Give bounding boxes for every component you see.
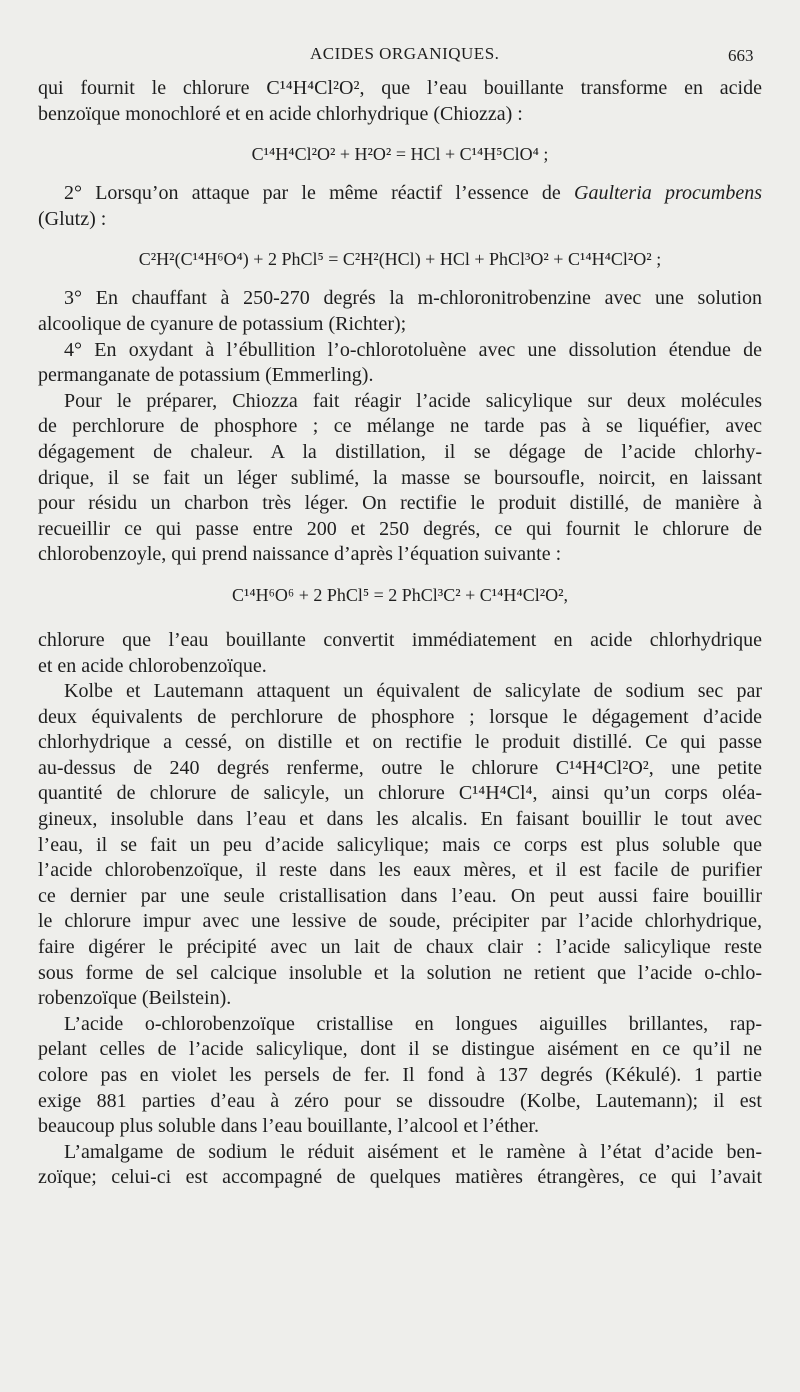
text-line: sous forme de sel calcique insoluble et la solution ne retient que l’acide o-chlo- (38, 961, 762, 984)
text-line: Pour le préparer, Chiozza fait réagir l’acide salicylique sur deux molécules (64, 389, 762, 412)
body-text (38, 76, 762, 1191)
text-line: l’acide chlorobenzoïque, il reste dans les eaux mères, et il est facile de purifier (38, 859, 762, 882)
text-line: qui fournit le chlorure C¹⁴H⁴Cl²O², que l’eau bouillante transforme en acide (38, 77, 762, 99)
text-line: (Glutz) : (38, 207, 107, 230)
text-line: chlorure que l’eau bouillante convertit immédiatement en acide chlorhydrique (38, 628, 762, 651)
spacer (38, 232, 762, 244)
text-line: recueillir ce qui passe entre 200 et 250 degrés, ce qui fournit le chlorure de (38, 517, 762, 540)
text-line: L’acide o-chlorobenzoïque cristallise en longues aiguilles brillantes, rap- (64, 1012, 762, 1035)
text-line: deux équivalents de perchlorure de phosphore ; lorsque le dégagement d’acide (38, 705, 762, 728)
text-line: 3° En chauffant à 250-270 degrés la m-chloronitrobenzine avec une solution (64, 287, 762, 310)
text-line: alcoolique de cyanure de potassium (Richter); (38, 312, 407, 335)
spacer (38, 568, 762, 580)
text-line: zoïque; celui-ci est accompagné de quelques matières étrangères, ce qui l’avait (38, 1166, 762, 1189)
text-line: L’amalgame de sodium le réduit aisément et le ramène à l’état d’acide ben- (64, 1140, 762, 1163)
text-line: gineux, insoluble dans l’eau et dans les alcalis. En faisant bouillir le tout avec (38, 808, 762, 831)
text-line: et en acide chlorobenzoïque. (38, 654, 267, 677)
chemical-equation: C¹⁴H⁶O⁶ + 2 PhCl⁵ = 2 PhCl³C² + C¹⁴H⁴Cl²O², (231, 584, 569, 605)
text-line: beaucoup plus soluble dans l’eau bouillante, l’alcool et l’éther. (38, 1115, 539, 1138)
text-line: 4° En oxydant à l’ébullition l’o-chlorotoluène avec une dissolution étendue de (64, 338, 762, 361)
spacer (38, 274, 762, 286)
page-header (0, 42, 800, 72)
text-line: Kolbe et Lautemann attaquent un équivalent de salicylate de sodium sec par (64, 680, 762, 703)
text-line: dégagement de chaleur. A la distillation, il se dégage de l’acide chlorhy- (38, 440, 762, 463)
chemical-equation: C²H²(C¹⁴H⁶O⁴) + 2 PhCl⁵ = C²H²(HCl) + HCl + PhCl³O² + C¹⁴H⁴Cl²O² ; (138, 249, 662, 270)
text-line: colore pas en violet les persels de fer. Il fond à 137 degrés (Kékulé). 1 partie (38, 1064, 762, 1086)
text-line: exige 881 parties d’eau à zéro pour se dissoudre (Kolbe, Lautemann); il est (38, 1089, 762, 1112)
text-line: de perchlorure de phosphore ; ce mélange ne tarde pas à se liquéfier, avec (38, 415, 762, 438)
text-line: faire digérer le précipité avec un lait de chaux clair : l’acide salicylique reste (38, 936, 762, 959)
text-line: 2° Lorsqu’on attaque par le même réactif l’essence de Gaulteria procumbens (64, 182, 762, 205)
spacer (38, 610, 762, 628)
text-line: permanganate de potassium (Emmerling). (38, 364, 374, 387)
text-line: drique, il se fait un léger sublimé, la masse se boursoufle, noircit, en laissant (38, 466, 762, 489)
text-line: chlorobenzoyle, qui prend naissance d’après l’équation suivante : (38, 543, 562, 566)
text-line: le chlorure impur avec une lessive de soude, précipiter par l’acide chlorhydrique, (38, 910, 762, 933)
text-line: ce dernier par une seule cristallisation dans l’eau. On peut aussi faire bouillir (38, 884, 762, 907)
text-line: au-dessus de 240 degrés renferme, outre le chlorure C¹⁴H⁴Cl²O², une petite (38, 756, 762, 779)
text-line: chlorhydrique a cessé, on distille et on rectifie le produit distillé. Ce qui passe (38, 731, 762, 754)
text-line: robenzoïque (Beilstein). (38, 987, 232, 1010)
spacer (38, 169, 762, 181)
text-line: l’eau, il se fait un peu d’acide salicylique; mais ce corps est plus soluble que (38, 833, 762, 856)
chemical-equation: C¹⁴H⁴Cl²O² + H²O² = HCl + C¹⁴H⁵ClO⁴ ; (251, 144, 549, 165)
text-line: pour résidu un charbon très léger. On rectifie le produit distillé, de manière à (38, 492, 762, 515)
species-name: Gaulteria procumbens (574, 182, 762, 205)
running-title: ACIDES ORGANIQUES. (310, 44, 500, 63)
text-line: pelant celles de l’acide salicylique, dont il se distingue aisément en ce qu’il ne (38, 1038, 762, 1061)
text-line: benzoïque monochloré et en acide chlorhydrique (Chiozza) : (38, 102, 523, 125)
page-number: 663 (728, 46, 754, 65)
spacer (38, 127, 762, 139)
text-line: quantité de chlorure de salicyle, un chlorure C¹⁴H⁴Cl⁴, ainsi qu’un corps oléa- (38, 782, 762, 805)
